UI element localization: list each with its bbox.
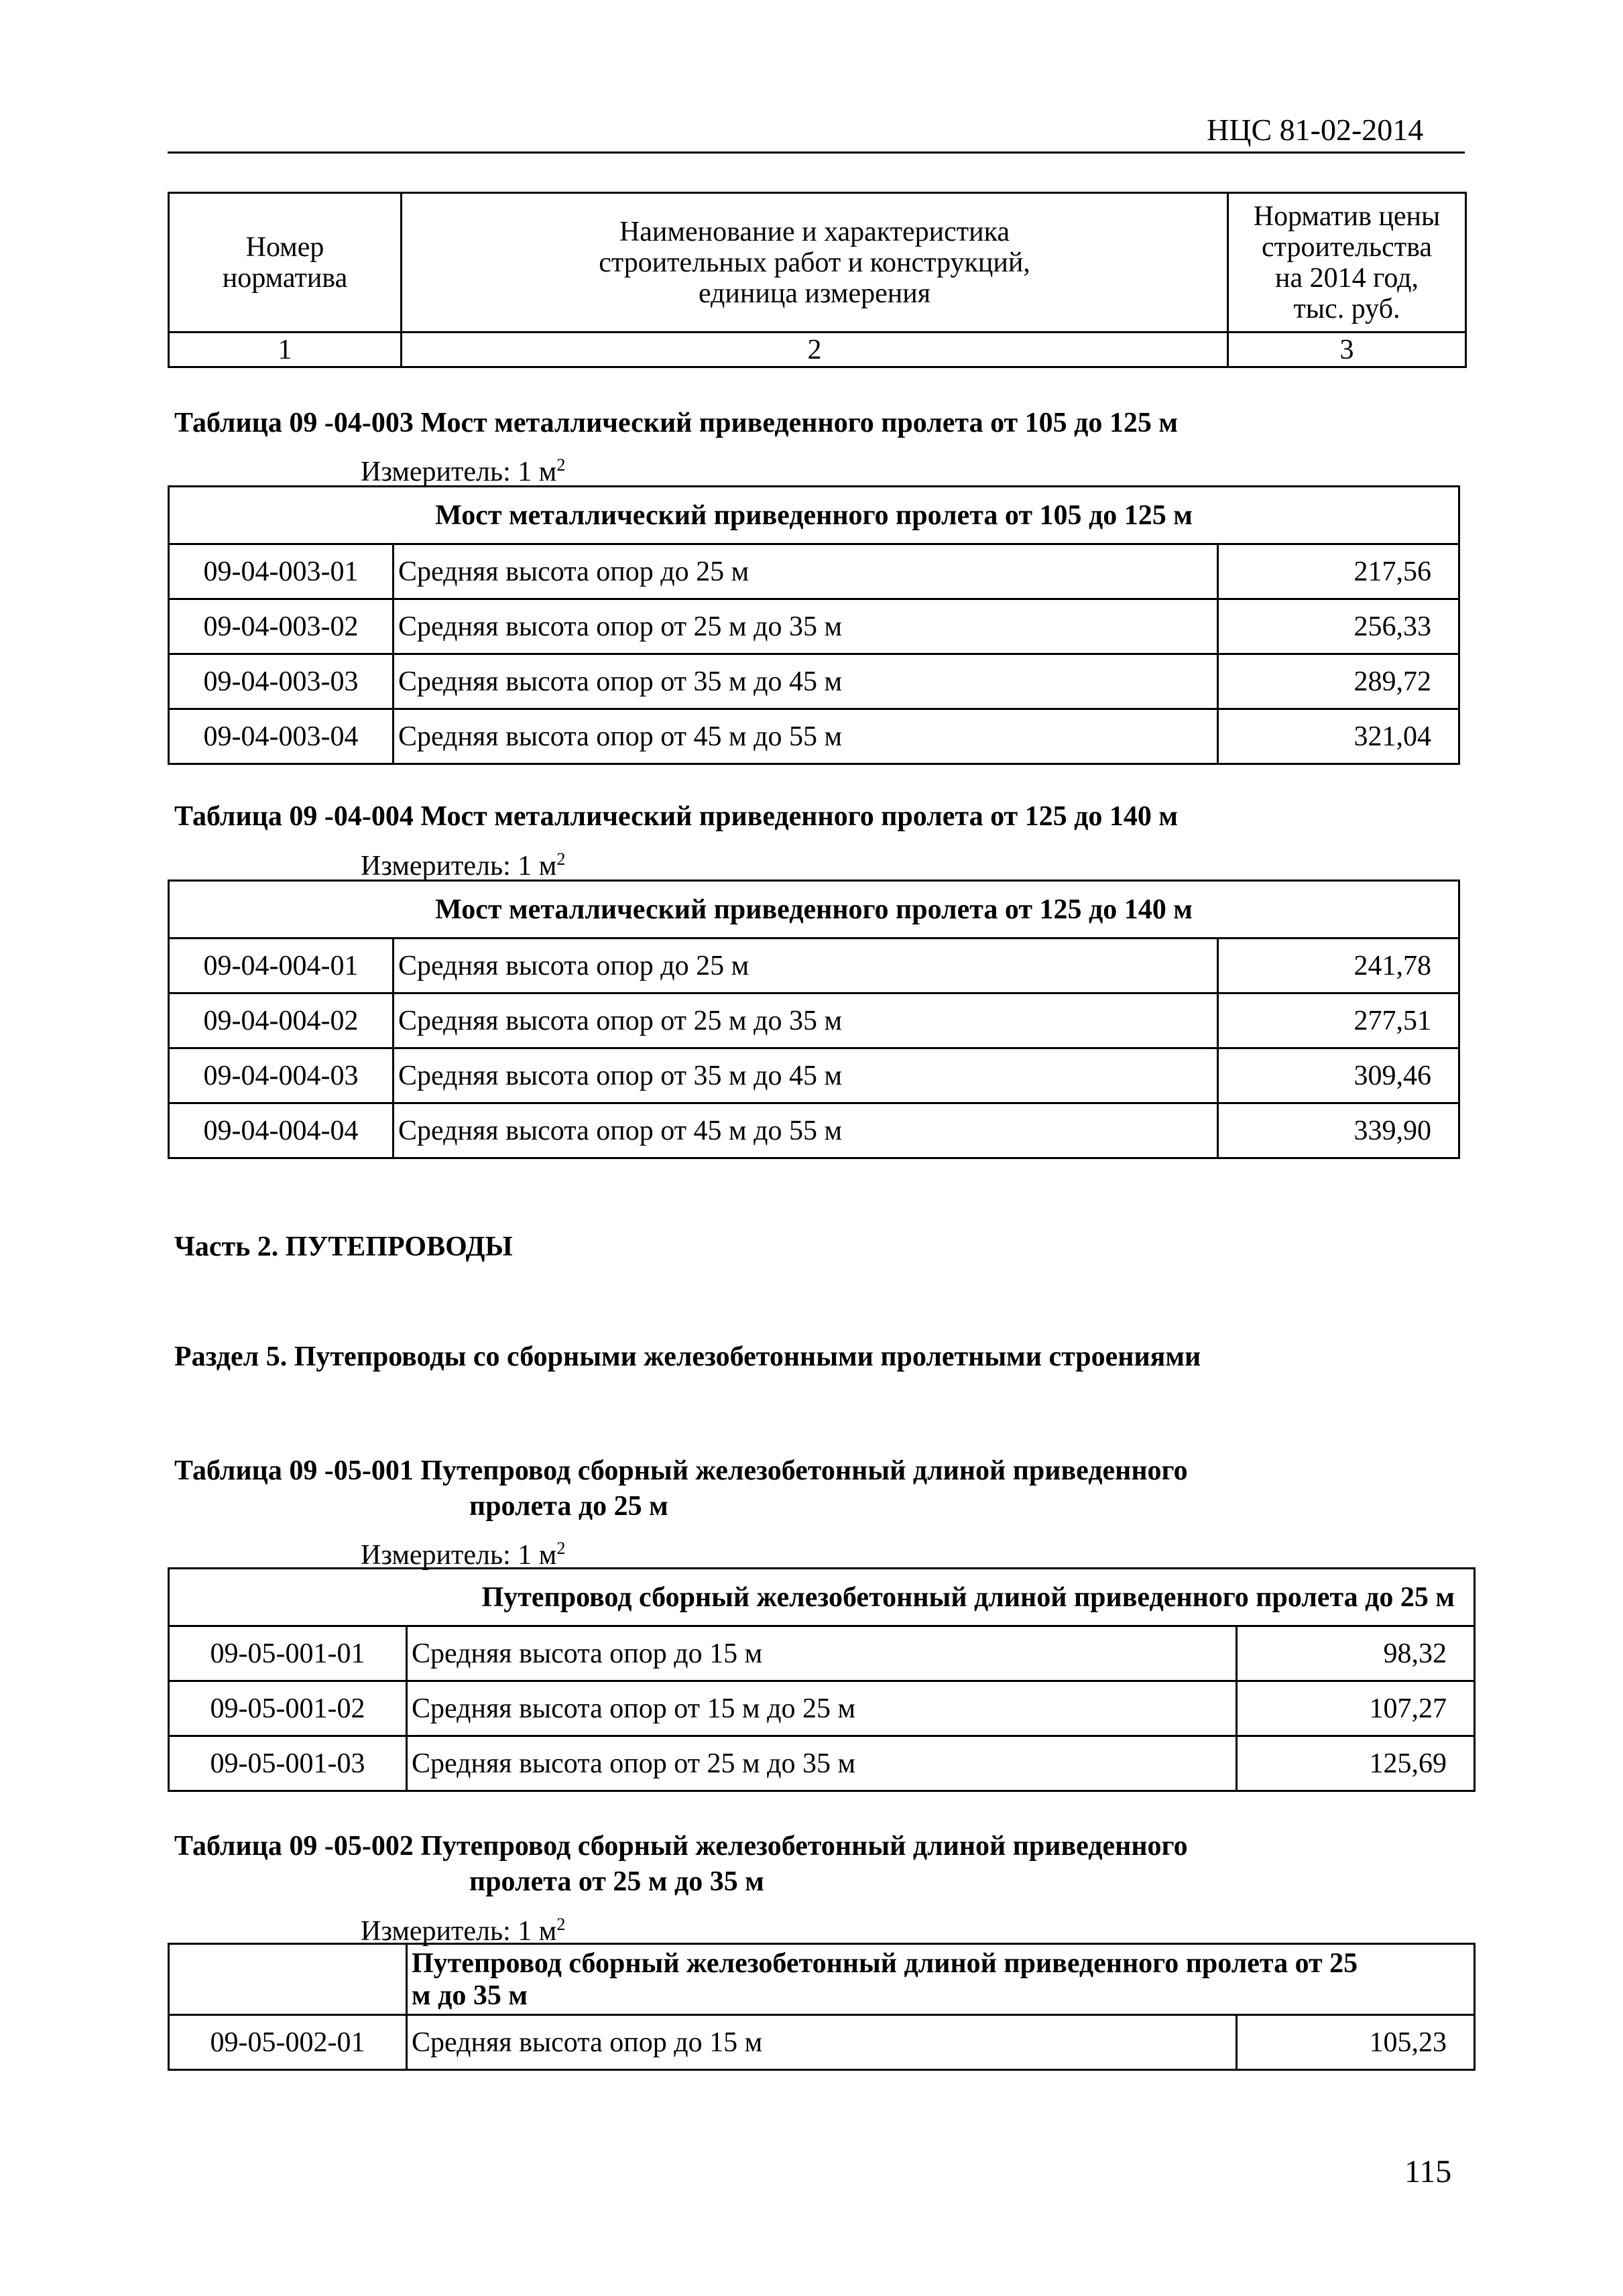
table-row xyxy=(169,1736,1475,1791)
measure-unit: Измеритель: 1 $м^2$ xyxy=(361,1915,566,1947)
table-row xyxy=(169,599,1459,654)
norm-price: 339,90 xyxy=(1218,1103,1459,1158)
norm-description: Средняя высота опор от 45 м до 55 м xyxy=(394,1103,1218,1158)
norm-description: Средняя высота опор от 15 м до 25 м xyxy=(407,1681,1237,1736)
table-row xyxy=(169,939,1459,993)
norm-code: 09-05-001-02 xyxy=(169,1681,407,1736)
norm-table-09-05-001 xyxy=(168,1567,1476,1792)
table-caption: Таблица 09 -05-001 Путепровод сборный железобетонный длиной приведенного xyxy=(174,1455,1188,1486)
norm-price: 125,69 xyxy=(1237,1736,1475,1791)
norm-price: 309,46 xyxy=(1218,1048,1459,1103)
table-caption: Таблица 09 -04-004 Мост металлический приведенного пролета от 125 до 140 м xyxy=(174,801,1179,832)
norm-code: 09-04-004-03 xyxy=(169,1048,394,1103)
norm-description: Средняя высота опор от 35 м до 45 м xyxy=(394,1048,1218,1103)
norm-code: 09-05-001-01 xyxy=(169,1626,407,1681)
table-group-spacer xyxy=(169,1944,407,2015)
table-caption-line2: пролета от 25 м до 35 м xyxy=(469,1866,764,1897)
measure-unit: Измеритель: 1 $м^2$ xyxy=(361,1538,566,1571)
norm-description: Средняя высота опор от 35 м до 45 м xyxy=(394,654,1218,709)
part-heading: Часть 2. ПУТЕПРОВОДЫ xyxy=(174,1231,513,1262)
table-caption: Таблица 09 -04-003 Мост металлический приведенного пролета от 105 до 125 м xyxy=(174,408,1179,438)
norm-table-09-04-004 xyxy=(168,880,1460,1159)
norm-code: 09-04-003-04 xyxy=(169,709,394,764)
column-number-2: 2 xyxy=(402,333,1228,367)
page-number: 115 xyxy=(1404,2154,1452,2189)
norm-code: 09-05-002-01 xyxy=(169,2015,407,2070)
column-header-name: Наименование и характеристика строительных работ и конструкций, единица измерения xyxy=(402,193,1228,333)
table-row xyxy=(169,654,1459,709)
column-header-price: Норматив цены строительства на 2014 год, тыс. руб. xyxy=(1228,193,1466,333)
table-row xyxy=(169,993,1459,1048)
norm-price: 98,32 xyxy=(1237,1626,1475,1681)
table-group-title: Путепровод сборный железобетонный длиной приведенного пролета от 25 м до 35 м xyxy=(407,1944,1475,2015)
norm-code: 09-04-004-01 xyxy=(169,939,394,993)
table-row xyxy=(169,1103,1459,1158)
norm-price: 289,72 xyxy=(1218,654,1459,709)
norm-price: 241,78 xyxy=(1218,939,1459,993)
table-row xyxy=(169,1681,1475,1736)
norm-description: Средняя высота опор до 25 м xyxy=(394,939,1218,993)
norm-description: Средняя высота опор до 25 м xyxy=(394,544,1218,599)
table-group-title: Мост металлический приведенного пролета от 105 до 125 м xyxy=(169,487,1459,544)
column-header-table xyxy=(168,192,1467,368)
norm-description: Средняя высота опор от 25 м до 35 м xyxy=(407,1736,1237,1791)
table-row xyxy=(169,544,1459,599)
norm-description: Средняя высота опор от 45 м до 55 м xyxy=(394,709,1218,764)
header-rule xyxy=(168,152,1465,154)
norm-code: 09-04-004-02 xyxy=(169,993,394,1048)
norm-price: 277,51 xyxy=(1218,993,1459,1048)
table-row xyxy=(169,1048,1459,1103)
norm-code: 09-04-003-01 xyxy=(169,544,394,599)
section-heading: Раздел 5. Путепроводы со сборными железобетонными пролетными строениями xyxy=(174,1341,1201,1372)
table-caption-line2: пролета до 25 м xyxy=(469,1491,668,1522)
norm-table-09-04-003 xyxy=(168,485,1460,765)
norm-price: 256,33 xyxy=(1218,599,1459,654)
column-header-number: Номер норматива xyxy=(169,193,402,333)
norm-code: 09-04-003-03 xyxy=(169,654,394,709)
column-number-3: 3 xyxy=(1228,333,1466,367)
measure-unit: Измеритель: 1 $м^2$ xyxy=(361,849,566,882)
measure-unit: Измеритель: 1 $м^2$ xyxy=(361,455,566,487)
norm-table-09-05-002 xyxy=(168,1943,1476,2071)
norm-description: Средняя высота опор до 15 м xyxy=(407,1626,1237,1681)
norm-code: 09-04-004-04 xyxy=(169,1103,394,1158)
table-row xyxy=(169,709,1459,764)
table-row xyxy=(169,2015,1475,2070)
norm-price: 105,23 xyxy=(1237,2015,1475,2070)
column-number-1: 1 xyxy=(169,333,402,367)
norm-price: 107,27 xyxy=(1237,1681,1475,1736)
table-group-title: Путепровод сборный железобетонный длиной приведенного пролета до 25 м xyxy=(169,1569,1475,1626)
norm-code: 09-05-001-03 xyxy=(169,1736,407,1791)
norm-description: Средняя высота опор до 15 м xyxy=(407,2015,1237,2070)
norm-price: 321,04 xyxy=(1218,709,1459,764)
table-row xyxy=(169,1626,1475,1681)
document-code: НЦС 81-02-2014 xyxy=(1207,113,1424,147)
norm-description: Средняя высота опор от 25 м до 35 м xyxy=(394,599,1218,654)
norm-code: 09-04-003-02 xyxy=(169,599,394,654)
norm-price: 217,56 xyxy=(1218,544,1459,599)
table-group-title: Мост металлический приведенного пролета от 125 до 140 м xyxy=(169,881,1459,939)
table-caption: Таблица 09 -05-002 Путепровод сборный железобетонный длиной приведенного xyxy=(174,1831,1188,1862)
norm-description: Средняя высота опор от 25 м до 35 м xyxy=(394,993,1218,1048)
